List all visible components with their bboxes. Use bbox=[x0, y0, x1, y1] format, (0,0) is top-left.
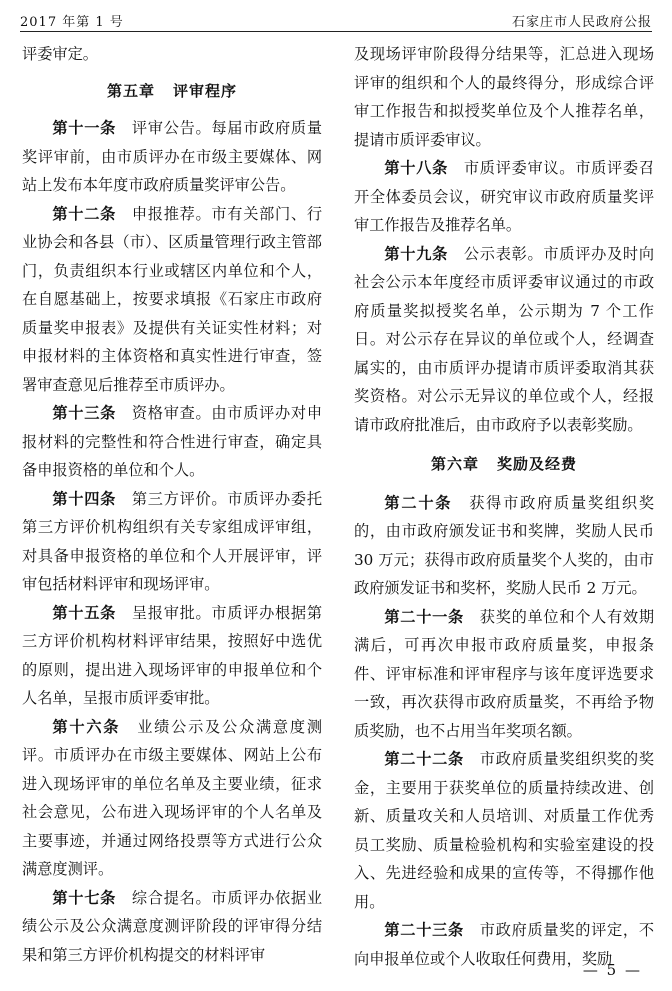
article-text: 市政府质量奖组织奖的奖金，主要用于获奖单位的质量持续改进、创新、质量攻关和人员培训、对质量工作优秀员工奖励、质量检验机构和实验室建设的投入、先进经验和成果的宣传等，不得挪作他用。 bbox=[354, 750, 655, 911]
article-number: 第十七条 bbox=[52, 888, 116, 907]
article-text: 评审公告。每届市政府质量奖评审前，由市质评办在市级主要媒体、网站上发布本年度市政府质量奖评审公告。 bbox=[22, 119, 323, 194]
article-paragraph bbox=[22, 884, 322, 970]
article-number: 第十四条 bbox=[52, 489, 116, 508]
article-text: 第三方评价。市质评办委托第三方评价机构组织有关专家组成评审组，对具备申报资格的单位和个人开展评审，评审包括材料评审和现场评审。 bbox=[22, 489, 323, 593]
article-text: 市政府质量奖的评定，不向申报单位或个人收取任何费用，奖励 bbox=[354, 921, 655, 968]
article-number: 第十九条 bbox=[384, 244, 448, 263]
issue-label: 2017 年第 1 号 bbox=[20, 15, 124, 30]
article-paragraph bbox=[22, 114, 322, 200]
article-text: 获得市政府质量奖组织奖的，由市政府颁发证书和奖牌，奖励人民币 30 万元；获得市政府质量奖个人奖的，由市政府颁发证书和奖杯，奖励人民币 2 万元。 bbox=[354, 493, 655, 597]
article-text: 市质评委审议。市质评委召开全体委员会议，研究审议市政府质量奖评审工作报告及推荐名单。 bbox=[354, 159, 655, 234]
article-paragraph bbox=[22, 485, 322, 599]
article-text: 综合提名。市质评办依据业绩公示及公众满意度测评阶段的评审得分结果和第三方评价机构提交的材料评审 bbox=[22, 888, 323, 964]
chapter-number: 第五章 bbox=[106, 81, 155, 100]
chapter-number: 第六章 bbox=[430, 455, 479, 473]
article-list bbox=[354, 489, 654, 974]
article-paragraph bbox=[354, 240, 654, 440]
publication-title: 石家庄市人民政府公报 bbox=[511, 15, 652, 30]
header-divider bbox=[20, 31, 652, 32]
article-list bbox=[22, 114, 322, 969]
chapter-heading bbox=[22, 77, 322, 106]
article-number: 第十八条 bbox=[384, 159, 448, 177]
article-paragraph bbox=[354, 745, 654, 916]
article-text: 申报推荐。市有关部门、行业协会和各县（市）、区质量管理行政主管部门，负责组织本行业或辖区内单位和个人，在自愿基础上，按要求填报《石家庄市政府质量奖申报表》及提供有关证实性材料；对申报材料的主体资格和真实性进行审查，签署审查意见后推荐至市质评办。 bbox=[22, 204, 323, 394]
continuation-text: 评委审定。 bbox=[22, 45, 98, 63]
left-column bbox=[22, 40, 322, 969]
article-paragraph bbox=[354, 603, 654, 746]
article-paragraph bbox=[354, 154, 654, 240]
article-paragraph bbox=[22, 599, 322, 713]
article-text: 公示表彰。市质评办及时向社会公示本年度经市质评委审议通过的市政府质量奖拟授奖名单，公示期为 7 个工作日。对公示存在异议的单位或个人，经调查属实的，由市质评办提请市质评委取消其获奖资格。对公示无异议的单位或个人，经报请市政府批准后，由市政府予以表彰奖励。 bbox=[354, 244, 655, 434]
article-text: 业绩公示及公众满意度测评。市质评办在市级主要媒体、网站上公布进入现场评审的单位名单及主要业绩，征求社会意见，公布进入现场评审的个人名单及主要事迹，并通过网络投票等方式进行公众满意度测评。 bbox=[22, 717, 323, 878]
chapter-title: 评审程序 bbox=[173, 81, 238, 100]
article-paragraph bbox=[354, 489, 654, 603]
article-list bbox=[354, 154, 654, 439]
continuation-text: 及现场评审阶段得分结果等，汇总进入现场评审的组织和个人的最终得分，形成综合评审工作报告和拟授奖单位及个人推荐名单，提请市质评委审议。 bbox=[354, 45, 654, 149]
page-header bbox=[20, 8, 652, 30]
page-number: — 5 — bbox=[582, 961, 642, 979]
article-number: 第二十一条 bbox=[384, 607, 464, 626]
article-number: 第十五条 bbox=[52, 603, 116, 622]
article-text: 呈报审批。市质评办根据第三方评价机构材料评审结果，按照好中选优的原则，提出进入现场评审的申报单位和个人名单，呈报市质评委审批。 bbox=[22, 603, 323, 707]
chapter-heading bbox=[354, 450, 654, 479]
article-number: 第十六条 bbox=[52, 717, 121, 736]
article-number: 第二十二条 bbox=[384, 750, 464, 768]
article-number: 第十一条 bbox=[52, 119, 116, 137]
chapter-title: 奖励及经费 bbox=[497, 455, 578, 473]
article-text: 资格审查。由市质评办对申报材料的完整性和符合性进行审查，确定具备申报资格的单位和个人。 bbox=[22, 404, 323, 479]
article-number: 第二十三条 bbox=[384, 921, 464, 939]
article-paragraph bbox=[22, 399, 322, 485]
right-column bbox=[354, 40, 654, 973]
article-paragraph bbox=[22, 200, 322, 400]
article-number: 第十三条 bbox=[52, 404, 116, 422]
article-number: 第十二条 bbox=[52, 204, 116, 223]
article-number: 第二十条 bbox=[384, 493, 453, 512]
article-paragraph bbox=[22, 713, 322, 884]
article-text: 获奖的单位和个人有效期满后，可再次申报市政府质量奖，申报条件、评审标准和评审程序与该年度评选要求一致，再次获得市政府质量奖，不再给予物质奖励，也不占用当年奖项名额。 bbox=[354, 607, 655, 740]
